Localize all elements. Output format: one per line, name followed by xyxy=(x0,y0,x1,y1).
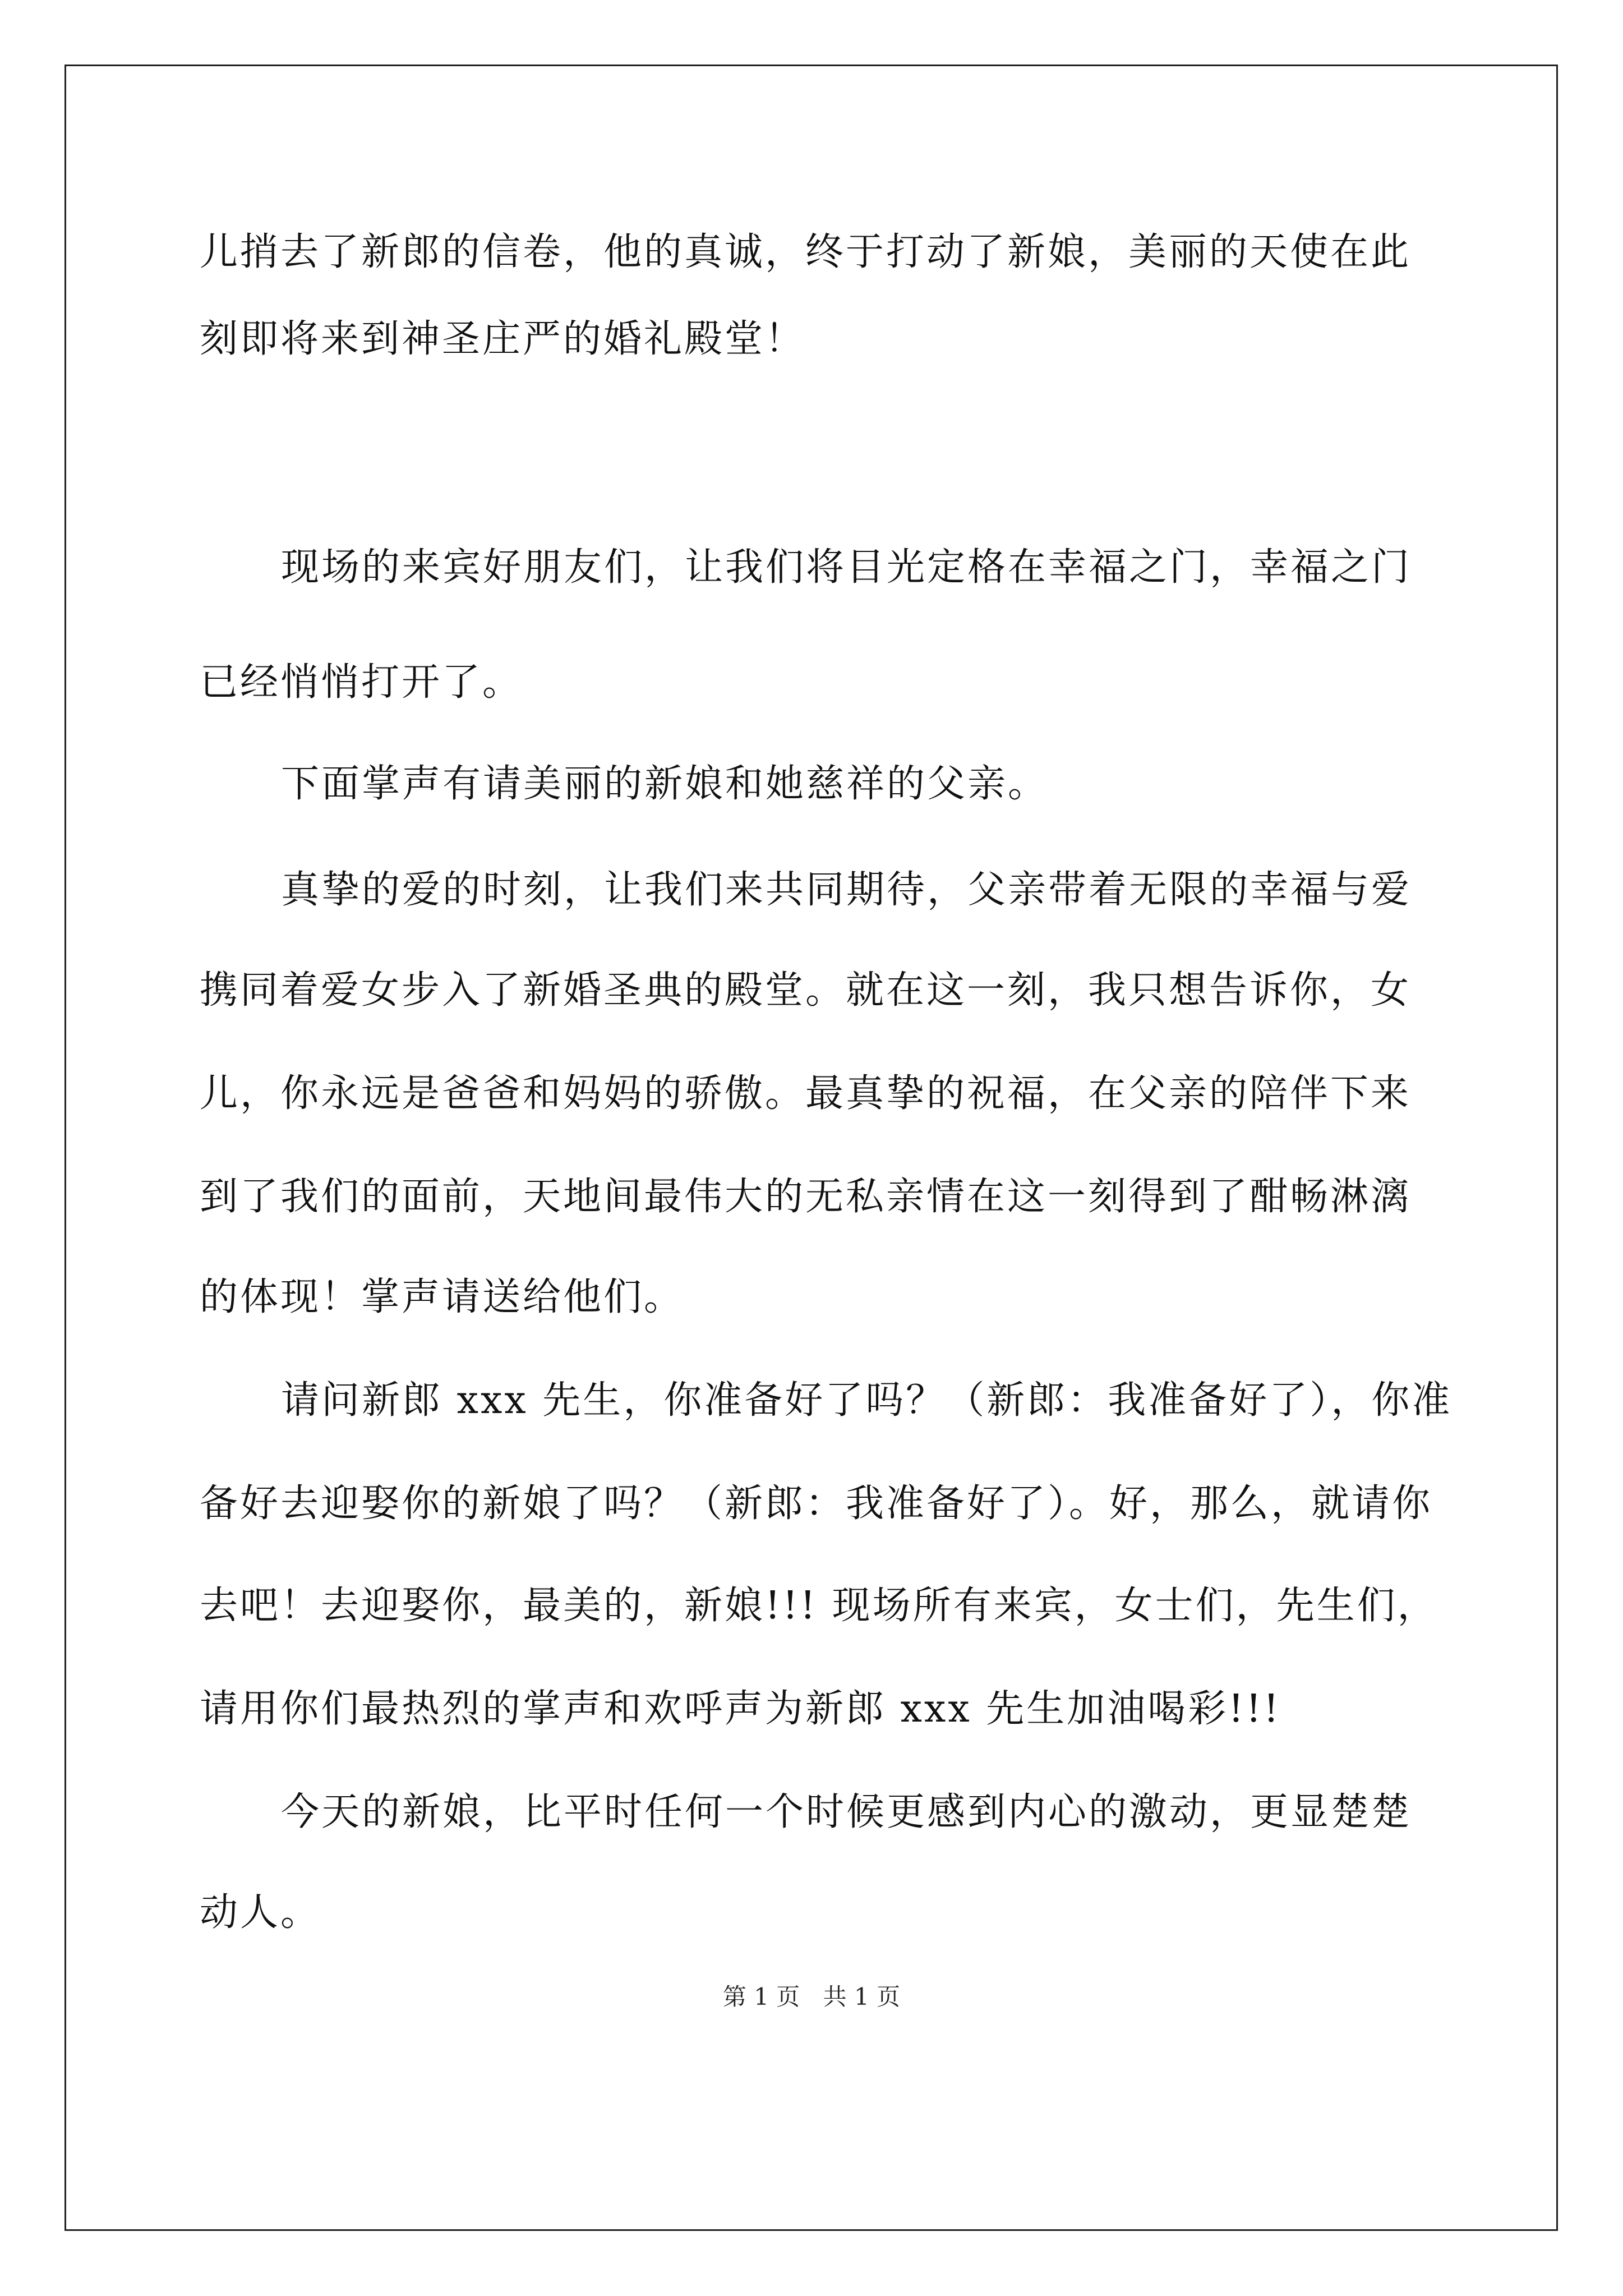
text-line: 今天的新娘，比平时任何一个时候更感到内心的激动，更显楚楚 xyxy=(281,1790,1412,1834)
page-number: 第 1 页 xyxy=(722,1983,800,2010)
text-line: 已经悄悄打开了。 xyxy=(200,660,523,705)
text-line: 现场的来宾好朋友们，让我们将目光定格在幸福之门，幸福之门 xyxy=(281,545,1412,590)
page-total: 共 1 页 xyxy=(823,1983,901,2010)
text-line: 儿捎去了新郎的信卷，他的真诚，终于打动了新娘，美丽的天使在此 xyxy=(200,230,1412,274)
text-line: 真挚的爱的时刻，让我们来共同期待，父亲带着无限的幸福与爱 xyxy=(281,868,1412,912)
text-line: 动人。 xyxy=(200,1890,321,1935)
text-line: 到了我们的面前，天地间最伟大的无私亲情在这一刻得到了酣畅淋漓 xyxy=(200,1175,1412,1219)
text-line: 请问新郎 xxx 先生，你准备好了吗？（新郎：我准备好了），你准 xyxy=(281,1378,1453,1423)
page-footer xyxy=(0,1983,1623,2011)
text-line: 儿，你永远是爸爸和妈妈的骄傲。最真挚的祝福，在父亲的陪伴下来 xyxy=(200,1071,1412,1116)
text-line: 备好去迎娶你的新娘了吗？（新郎：我准备好了）。好，那么，就请你 xyxy=(200,1481,1433,1526)
text-line: 刻即将来到神圣庄严的婚礼殿堂！ xyxy=(200,317,806,361)
text-line: 请用你们最热烈的掌声和欢呼声为新郎 xxx 先生加油喝彩!!! xyxy=(200,1687,1281,1731)
text-line: 下面掌声有请美丽的新娘和她慈祥的父亲。 xyxy=(281,762,1049,806)
text-line: 的体现！掌声请送给他们。 xyxy=(200,1275,685,1319)
text-line: 携同着爱女步入了新婚圣典的殿堂。就在这一刻，我只想告诉你，女 xyxy=(200,968,1412,1013)
text-line: 去吧！去迎娶你，最美的，新娘!!! 现场所有来宾，女士们，先生们， xyxy=(200,1584,1438,1628)
